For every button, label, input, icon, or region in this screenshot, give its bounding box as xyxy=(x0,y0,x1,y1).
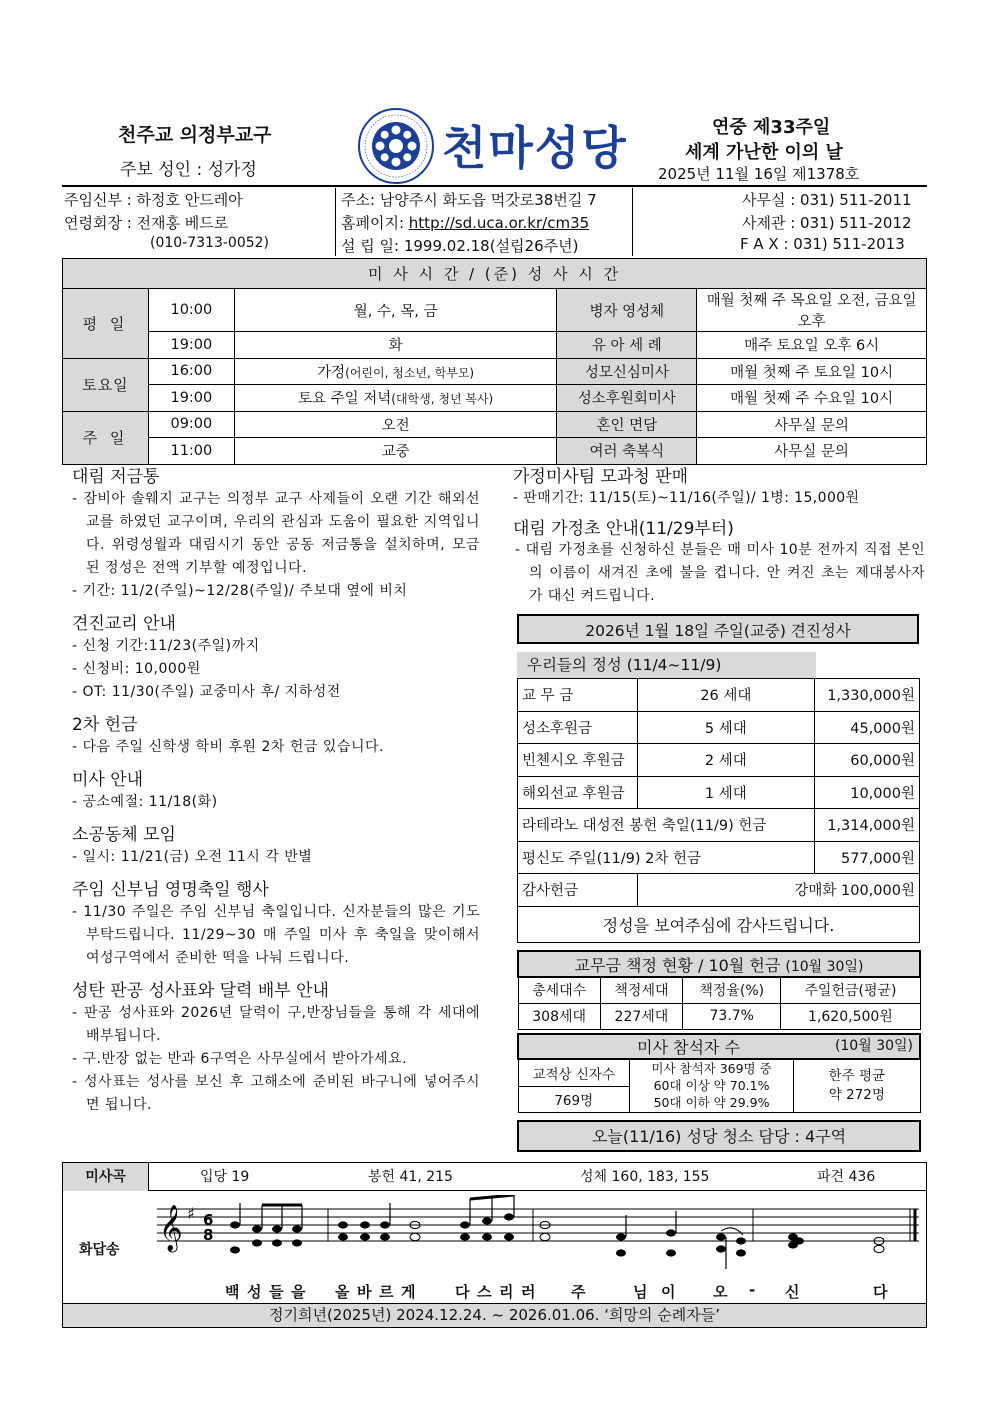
dues-header: 총세대수 xyxy=(518,977,600,1003)
mass-songs-label: 미사곡 xyxy=(63,1163,149,1191)
mass-desc xyxy=(234,358,557,385)
lyric-syllable: 게 xyxy=(401,1283,417,1301)
offering-name: 빈첸시오 후원금 xyxy=(518,744,638,777)
rectory-phone: 사제관 : 031) 511-2012 xyxy=(742,214,912,232)
mass-schedule-title: 미 사 시 간 / (준) 성 사 시 간 xyxy=(63,259,927,289)
table-row xyxy=(518,711,920,744)
day-title: 세계 가난한 이의 날 xyxy=(685,142,843,163)
lyric-syllable: 오 xyxy=(713,1283,729,1301)
founded-date: 설 립 일: 1999.02.18(설립26주년) xyxy=(341,237,579,255)
notices-right xyxy=(513,462,925,608)
notice-confirmation xyxy=(72,609,480,704)
mass-desc: 화 xyxy=(234,332,557,359)
attendance-line: 미사 참석자 369명 중 xyxy=(651,1061,772,1077)
average-value: 약 272명 xyxy=(828,1086,885,1103)
dues-title: 교무금 책정 현황 / 10월 헌금 xyxy=(574,955,781,975)
dues-value: 227세대 xyxy=(600,1003,682,1029)
notice-mass-info xyxy=(72,765,480,814)
lyric-syllable: 올 xyxy=(335,1283,351,1301)
lyric-syllable: 다 xyxy=(455,1283,471,1301)
attendance-table xyxy=(517,1033,921,1113)
lyric-syllable: - xyxy=(749,1281,757,1299)
notice-line: - 11/30 주일은 주임 신부님 축일입니다. 신자분들의 많은 기도 부탁드립니다. 11/29~30 매 주일 미사 후 축일을 맞이해서 여성구역에서 준비한 떡을 나눠 드립니다. xyxy=(72,904,480,966)
info-divider xyxy=(335,188,336,256)
diocese-name: 천주교 의정부교구 xyxy=(118,124,272,146)
patron-saint: 주보 성인 : 성가정 xyxy=(120,160,257,180)
fax-number: F A X : 031) 511-2013 xyxy=(740,235,905,253)
sunday-label: 주 일 xyxy=(63,411,149,464)
dues-header: 책정율(%) xyxy=(683,977,781,1003)
sacrament-name: 성모신심미사 xyxy=(557,358,697,385)
notice-christmas-calendar xyxy=(72,976,480,1117)
recessional-hymn: 파견 436 xyxy=(817,1169,876,1185)
table-row xyxy=(518,744,920,777)
lyric-syllable: 다 xyxy=(873,1283,889,1301)
mass-desc: 오전 xyxy=(234,411,557,438)
thanksgiving-value: 강매화 100,000원 xyxy=(637,874,919,907)
homepage-link[interactable]: http://sd.uca.or.kr/cm35 xyxy=(408,214,590,232)
liturgical-week: 연중 제33주일 xyxy=(712,117,831,138)
notice-title: 소공동체 모임 xyxy=(72,825,176,845)
notice-title: 주임 신부님 영명축일 행사 xyxy=(72,880,269,900)
lyric-syllable: 러 xyxy=(521,1283,537,1301)
offering-amount: 1,330,000원 xyxy=(815,679,920,712)
sacrament-name: 여러 축복식 xyxy=(557,438,697,465)
notices-left xyxy=(72,462,480,1123)
sacrament-time: 사무실 문의 xyxy=(697,438,927,465)
sacrament-name: 병자 영성체 xyxy=(557,289,697,332)
mass-desc-note: (어린이, 청소년, 학부모) xyxy=(345,365,475,380)
mass-desc-note: (대학생, 청년 복사) xyxy=(391,392,494,407)
lyric-syllable: 을 xyxy=(291,1283,307,1301)
notice-title: 가정미사팀 모과청 판매 xyxy=(513,467,689,487)
notice-line: - 공소예절: 11/18(화) xyxy=(72,794,218,810)
psalm-score xyxy=(153,1195,923,1281)
psalm-lyrics xyxy=(153,1281,923,1305)
offering-amount: 577,000원 xyxy=(815,841,920,874)
mass-time: 11:00 xyxy=(148,438,234,465)
mass-desc-main: 토요 주일 저녁 xyxy=(298,391,392,408)
notice-line: - 대림 가정초를 신청하신 분들은 매 미사 10분 전까지 직접 본인의 이름이 새겨진 초에 불을 켭니다. 안 켜진 초는 제대봉사자가 대신 켜드립니다. xyxy=(515,542,925,604)
table-row xyxy=(518,841,920,874)
mass-time: 09:00 xyxy=(148,411,234,438)
jubilee-banner: 정기희년(2025년) 2024.12.24. ~ 2026.01.06. ‘희망의 순례자들’ xyxy=(63,1303,926,1327)
registered-value: 769명 xyxy=(518,1086,629,1112)
notice-feast-day xyxy=(72,875,480,970)
notice-advent-bank xyxy=(72,462,480,603)
svg-text:♯: ♯ xyxy=(187,1204,195,1223)
notice-line: - 신청비: 10,000원 xyxy=(72,661,201,677)
lyric-syllable: 바 xyxy=(357,1283,373,1301)
homepage-label: 홈페이지: xyxy=(341,214,409,232)
entrance-hymn: 입당 19 xyxy=(200,1169,250,1185)
lyric-syllable: 성 xyxy=(247,1283,263,1301)
offering-name: 해외선교 후원금 xyxy=(518,776,638,809)
table-row xyxy=(518,906,920,942)
attendance-title: 미사 참석자 수 xyxy=(637,1038,740,1057)
treble-clef-icon: 𝄞 xyxy=(159,1205,183,1251)
lyric-syllable: 이 xyxy=(661,1283,677,1301)
offering-name: 교 무 금 xyxy=(518,679,638,712)
sacrament-time: 사무실 문의 xyxy=(697,411,927,438)
mass-desc: 교중 xyxy=(234,438,557,465)
lyric-syllable: 주 xyxy=(571,1283,587,1301)
offering-count: 26 세대 xyxy=(637,679,814,712)
notice-line: - OT: 11/30(주일) 교중미사 후/ 지하성전 xyxy=(72,684,341,700)
notice-line: - 판매기간: 11/15(토)~11/16(주일)/ 1병: 15,000원 xyxy=(513,490,860,506)
attendance-average xyxy=(794,1059,920,1112)
notice-second-collection xyxy=(72,710,480,759)
dues-value: 73.7% xyxy=(683,1003,781,1029)
registered-label: 교적상 신자수 xyxy=(518,1059,629,1086)
sacrament-time: 매주 토요일 오후 6시 xyxy=(697,332,927,359)
dues-header: 책정세대 xyxy=(600,977,682,1003)
offerings-title: 우리들의 정성 (11/4~11/9) xyxy=(517,652,816,678)
mass-desc xyxy=(234,385,557,412)
thanks-message: 정성을 보여주심에 감사드립니다. xyxy=(518,906,920,942)
notice-line: - 구.반장 없는 반과 6구역은 사무실에서 받아가세요. xyxy=(72,1051,408,1067)
council-phone: (010-7313-0052) xyxy=(150,235,270,251)
mass-songs-row xyxy=(63,1163,926,1191)
offering-amount: 60,000원 xyxy=(815,744,920,777)
communion-hymn: 성체 160, 183, 155 xyxy=(580,1169,710,1185)
notice-title: 견진교리 안내 xyxy=(72,614,176,634)
lyric-syllable: 리 xyxy=(499,1283,515,1301)
cleaning-duty: 오늘(11/16) 성당 청소 담당 : 4구역 xyxy=(517,1120,921,1152)
notice-title: 성탄 판공 성사표와 달력 배부 안내 xyxy=(72,981,329,1001)
dues-value: 308세대 xyxy=(518,1003,600,1029)
mass-time: 19:00 xyxy=(148,385,234,412)
attendance-detail xyxy=(629,1059,793,1112)
psalm-label: 화답송 xyxy=(79,1242,120,1258)
mass-time: 16:00 xyxy=(148,358,234,385)
homepage xyxy=(341,212,589,233)
header-divider xyxy=(62,185,927,187)
table-row xyxy=(518,874,920,907)
offering-amount: 1,314,000원 xyxy=(815,809,920,842)
sacrament-name: 유 아 세 례 xyxy=(557,332,697,359)
sacrament-name: 성소후원회미사 xyxy=(557,385,697,412)
notice-line: - 기간: 11/2(주일)~12/28(주일)/ 주보대 옆에 비치 xyxy=(72,583,408,599)
notice-line: - 판공 성사표와 2026년 달력이 구,반장님들을 통해 각 세대에 배부됩니다. xyxy=(72,1005,480,1044)
notice-line: - 신청 기간:11/23(주일)까지 xyxy=(72,638,260,654)
sacrament-time: 매월 첫째 주 토요일 10시 xyxy=(697,358,927,385)
svg-text:8: 8 xyxy=(203,1226,214,1244)
table-row xyxy=(518,809,920,842)
offering-amount: 10,000원 xyxy=(815,776,920,809)
table-row xyxy=(518,679,920,712)
offering-name: 평신도 주일(11/9) 2차 헌금 xyxy=(518,841,815,874)
svg-text:6: 6 xyxy=(203,1211,214,1229)
lyric-syllable: 신 xyxy=(785,1283,801,1301)
confirmation-date-banner: 2026년 1월 18일 주일(교중) 견진성사 xyxy=(517,614,919,644)
offering-count: 2 세대 xyxy=(637,744,814,777)
offering-amount: 45,000원 xyxy=(815,711,920,744)
notice-title: 대림 가정초 안내(11/29부터) xyxy=(513,519,734,539)
mass-time: 19:00 xyxy=(148,332,234,359)
offerings-table xyxy=(517,678,920,943)
offering-name: 라테라노 대성전 봉헌 축일(11/9) 헌금 xyxy=(518,809,815,842)
sacrament-time: 매월 첫째 주 수요일 10시 xyxy=(697,385,927,412)
attendance-title-cell xyxy=(518,1034,920,1059)
thanksgiving-label: 감사헌금 xyxy=(518,874,638,907)
dues-date: (10월 30일) xyxy=(785,958,864,975)
sacrament-time: 매월 첫째 주 목요일 오전, 금요일 오후 xyxy=(697,289,927,332)
notice-title: 2차 헌금 xyxy=(72,715,138,735)
lyric-syllable: 르 xyxy=(379,1283,395,1301)
notice-line: - 잠비아 솔웨지 교구는 의정부 교구 사제들이 오랜 기간 해외선교를 하였던 교구이며, 우리의 관심과 도움이 필요한 지역입니다. 위령성월과 대림시기 동안 공동 저금통을 설치하며, 모금된 정성은 전액 기부할 예정입니다. xyxy=(72,491,480,576)
attendance-line: 50대 이하 약 29.9% xyxy=(653,1095,770,1111)
diocese-logo xyxy=(357,107,435,185)
offering-count: 5 세대 xyxy=(637,711,814,744)
dues-value: 1,620,500원 xyxy=(781,1003,920,1029)
weekday-label: 평 일 xyxy=(63,289,149,359)
mass-desc: 월, 수, 목, 금 xyxy=(234,289,557,332)
church-name: 천마성당 xyxy=(442,121,628,175)
address: 주소: 남양주시 화도읍 먹갓로38번길 7 xyxy=(341,191,597,209)
issue-number: 2025년 11월 16일 제1378호 xyxy=(658,165,860,183)
notice-line: - 일시: 11/21(금) 오전 11시 각 반별 xyxy=(72,849,313,865)
offering-count: 1 세대 xyxy=(637,776,814,809)
notice-title: 대림 저금통 xyxy=(72,467,160,487)
notice-line: - 다음 주일 신학생 학비 후원 2차 헌금 있습니다. xyxy=(72,739,384,755)
notice-title: 미사 안내 xyxy=(72,770,144,790)
offertory-hymn: 봉헌 41, 215 xyxy=(368,1169,453,1185)
average-label: 한주 평균 xyxy=(828,1067,886,1084)
saturday-label: 토요일 xyxy=(63,358,149,411)
mass-desc-main: 가정 xyxy=(317,364,346,381)
offering-name: 성소후원금 xyxy=(518,711,638,744)
dues-header: 주일헌금(평균) xyxy=(781,977,920,1003)
mass-schedule-table xyxy=(62,258,927,465)
lyric-syllable: 스 xyxy=(477,1283,493,1301)
lyric-syllable: 님 xyxy=(633,1283,649,1301)
info-divider xyxy=(632,188,633,256)
council-info: 연령회장 : 전재홍 베드로 xyxy=(64,214,229,232)
attendance-date: (10월 30일) xyxy=(834,1038,913,1054)
sacrament-name: 혼인 면담 xyxy=(557,411,697,438)
lyric-syllable: 백 xyxy=(225,1283,241,1301)
music-section xyxy=(62,1162,927,1328)
attendance-line: 60대 이상 약 70.1% xyxy=(653,1078,770,1094)
table-row xyxy=(518,776,920,809)
office-phone: 사무실 : 031) 511-2011 xyxy=(742,191,912,209)
pastor-info: 주임신부 : 하정호 안드레아 xyxy=(64,191,243,209)
notice-line: - 성사표는 성사를 보신 후 고해소에 준비된 바구니에 넣어주시면 됩니다. xyxy=(72,1074,480,1113)
lyric-syllable: 들 xyxy=(269,1283,285,1301)
dues-table xyxy=(517,950,921,1030)
dues-title-cell xyxy=(518,951,920,977)
mass-time: 10:00 xyxy=(148,289,234,332)
notice-small-community xyxy=(72,820,480,869)
